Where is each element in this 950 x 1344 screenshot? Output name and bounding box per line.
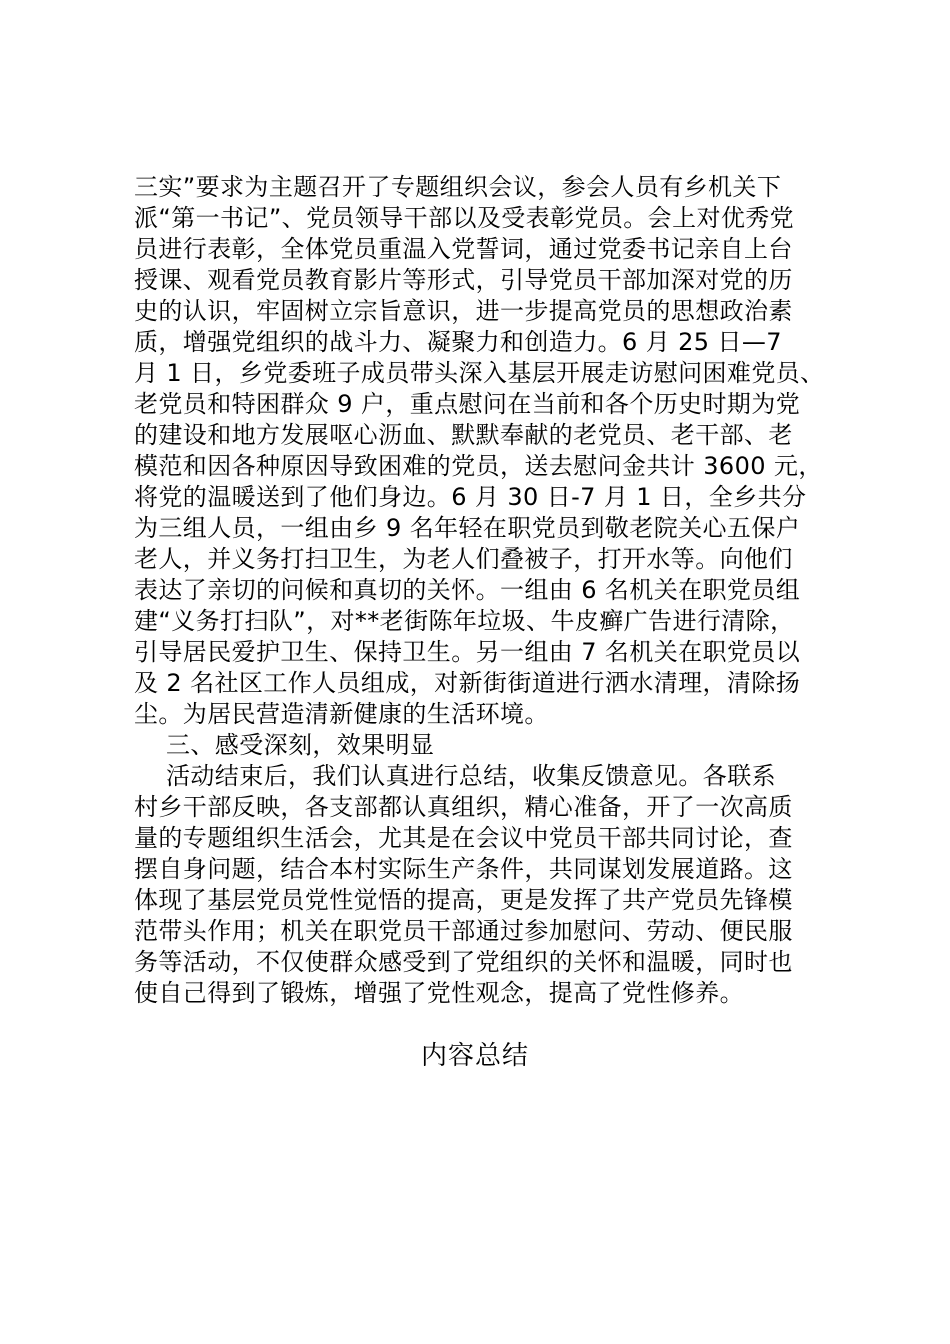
text-line: 村乡干部反映，各支部都认真组织，精心准备，开了一次高质 [134,793,793,821]
text-line: 引导居民爱护卫生、保持卫生。另一组由 7 名机关在职党员以 [134,638,801,666]
text-line: 三实”要求为主题召开了专题组织会议，参会人员有乡机关下 [134,173,782,201]
text-line: 建“义务打扫队”，对**老街陈年垃圾、牛皮癣广告进行清除， [134,607,795,635]
text-line: 体现了基层党员党性觉悟的提高，更是发挥了共产党员先锋模 [134,886,793,914]
text-line: 的建设和地方发展呕心沥血、默默奉献的老党员、老干部、老 [134,421,793,449]
text-line: 为三组人员，一组由乡 9 名年轻在职党员到敬老院关心五保户 [134,514,801,542]
text-line: 范带头作用；机关在职党员干部通过参加慰问、劳动、便民服 [134,917,793,945]
text-line: 量的专题组织生活会，尤其是在会议中党员干部共同讨论，查 [134,824,793,852]
text-line: 派“第一书记”、党员领导干部以及受表彰党员。会上对优秀党 [134,204,795,232]
text-line: 活动结束后，我们认真进行总结，收集反馈意见。各联系 [166,762,776,790]
text-line: 质，增强党组织的战斗力、凝聚力和创造力。6 月 25 日—7 [134,328,782,356]
text-line: 月 1 日，乡党委班子成员带头深入基层开展走访慰问困难党员、 [134,359,825,387]
body-text [134,172,834,1009]
text-line: 老人，并义务打扫卫生，为老人们叠被子，打开水等。向他们 [134,545,793,573]
text-line: 尘。为居民营造清新健康的生活环境。 [134,700,549,728]
text-line: 史的认识，牢固树立宗旨意识，进一步提高党员的思想政治素 [134,297,793,325]
text-line: 表达了亲切的问候和真切的关怀。一组由 6 名机关在职党员组 [134,576,801,604]
text-line: 授课、观看党员教育影片等形式，引导党员干部加深对党的历 [134,266,793,294]
text-line: 员进行表彰，全体党员重温入党誓词，通过党委书记亲自上台 [134,235,793,263]
text-line: 及 2 名社区工作人员组成，对新街街道进行洒水清理，清除扬 [134,669,801,697]
text-line: 将党的温暖送到了他们身边。6 月 30 日-7 月 1 日，全乡共分 [134,483,807,511]
text-line: 老党员和特困群众 9 户，重点慰问在当前和各个历史时期为党 [134,390,801,418]
text-line: 使自己得到了锻炼，增强了党性观念，提高了党性修养。 [134,979,744,1007]
summary-title: 内容总结 [420,1041,529,1071]
text-line: 模范和因各种原因导致困难的党员，送去慰问金共计 3600 元， [134,452,823,480]
text-line: 务等活动，不仅使群众感受到了党组织的关怀和温暖，同时也 [134,948,793,976]
section-heading: 三、感受深刻，效果明显 [166,731,435,759]
text-line: 摆自身问题，结合本村实际生产条件，共同谋划发展道路。这 [134,855,793,883]
